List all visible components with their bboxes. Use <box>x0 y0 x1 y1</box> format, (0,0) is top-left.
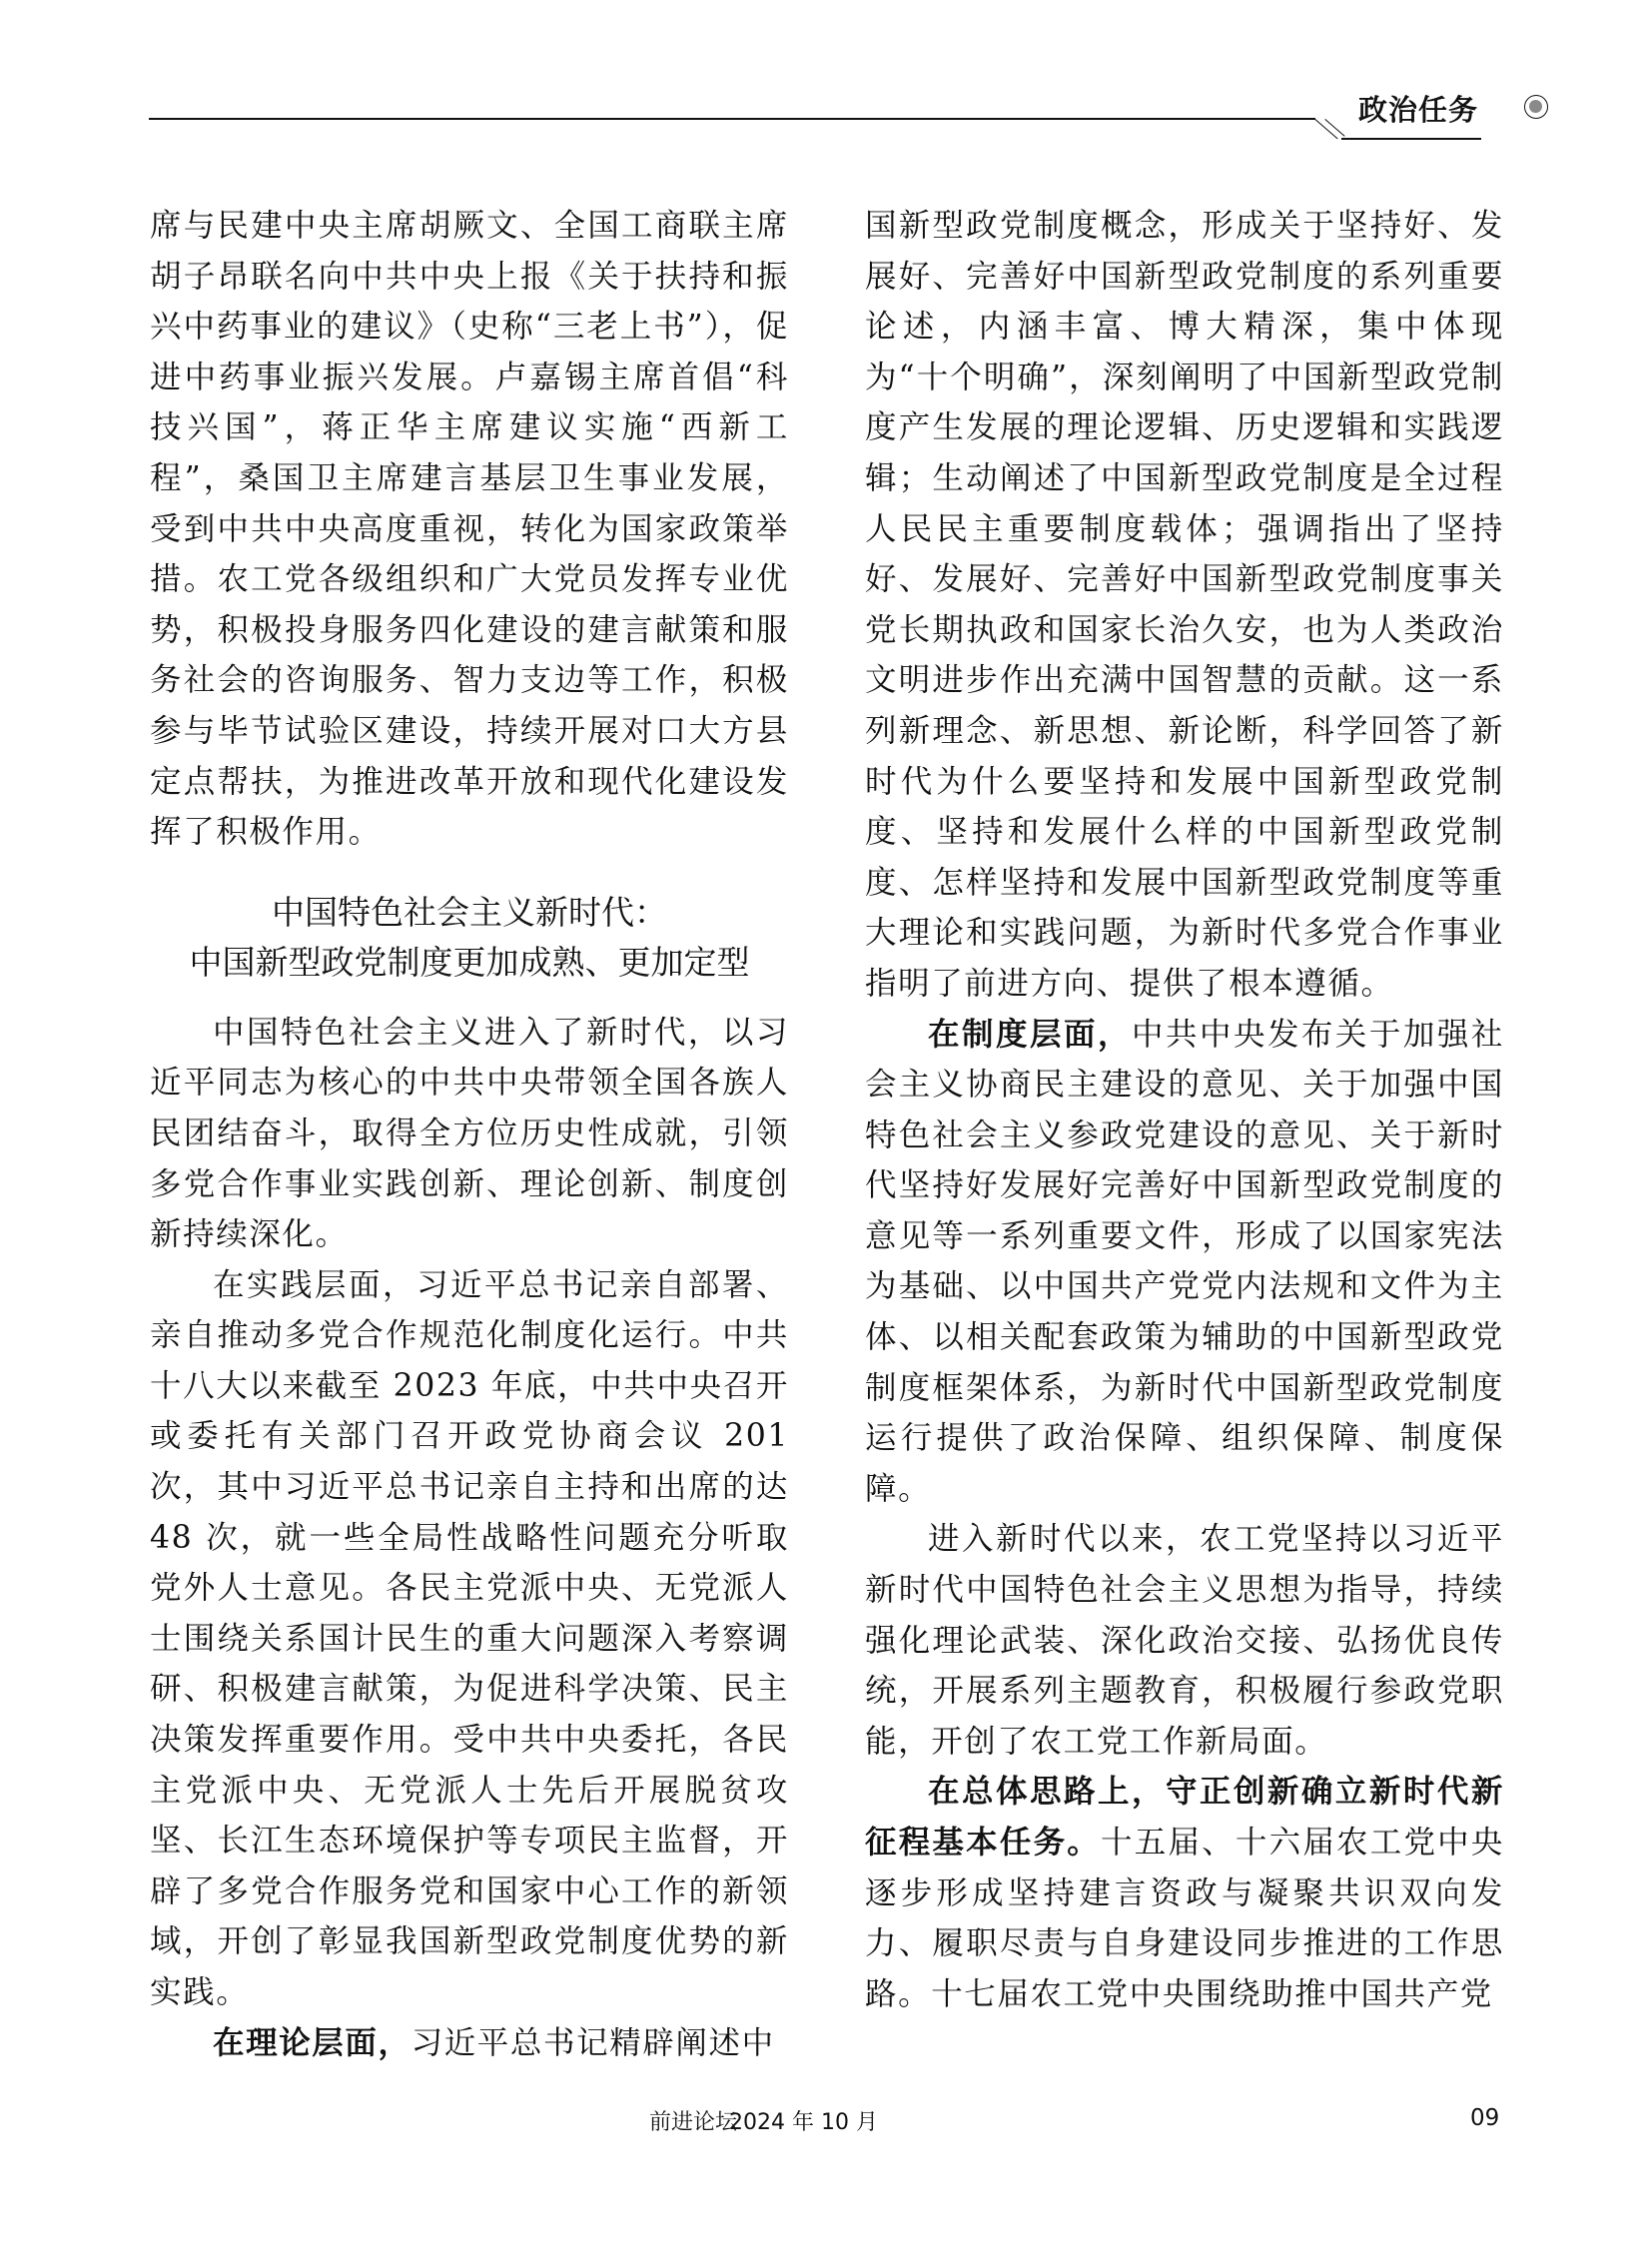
paragraph-lead: 在理论层面， <box>213 2024 412 2061</box>
header-rule-top <box>149 118 1315 120</box>
paragraph: 席与民建中央主席胡厥文、全国工商联主席胡子昂联名向中共中央上报《关于扶持和振兴中药事业的建议》（史称“三老上书”），促进中药事业振兴发展。卢嘉锡主席首倡“科技兴国”，蒋正华主席建议实施“西新工程”，桑国卫主席建言基层卫生事业发展，受到中共中央高度重视，转化为国家政策举措。农工党各级组织和广大党员发挥专业优势，积极投身服务四化建设的建言献策和服务社会的咨询服务、智力支边等工作，积极参与毕节试验区建设，持续开展对口大方县定点帮扶，为推进改革开放和现代化建设发挥了积极作用。 <box>150 208 789 851</box>
paragraph-text: 十五届、十六届农工党中央逐步形成坚持建言资政与凝聚共识双向发力、履职尽责与自身建设同步推进的工作思路。十七届农工党中央围绕助推中国共产党 <box>865 1825 1504 2012</box>
right-column <box>865 201 1504 2019</box>
subsection-heading <box>150 888 789 988</box>
circle-bullet-icon <box>1524 95 1548 119</box>
paragraph <box>865 1767 1504 2019</box>
paragraph: 中国特色社会主义进入了新时代，以习近平同志为核心的中共中央带领全国各族人民团结奋斗，取得全方位历史性成就，引领多党合作事业实践创新、理论创新、制度创新持续深化。 <box>150 1014 789 1253</box>
footer-magazine-name: 前进论坛 <box>649 2110 738 2135</box>
left-column <box>150 201 789 2068</box>
paragraph-text: 中共中央发布关于加强社会主义协商民主建设的意见、关于加强中国特色社会主义参政党建设的意见、关于新时代坚持好发展好完善好中国新型政党制度的意见等一系列重要文件，形成了以国家宪法为基础、以中国共产党党内法规和文件为主体、以相关配套政策为辅助的中国新型政党制度框架体系，为新时代中国新型政党制度运行提供了政治保障、组织保障、制度保障。 <box>865 1016 1504 1507</box>
paragraph <box>865 1010 1504 1515</box>
paragraph <box>150 2018 789 2069</box>
paragraph-lead: 在总体思路上，守正创新确立新时代新征程基本任务。 <box>865 1774 1504 1861</box>
footer-issue-date: 2024 年 10 月 <box>729 2110 878 2135</box>
heading-line: 中国新型政党制度更加成熟、更加定型 <box>189 942 750 982</box>
heading-line: 中国特色社会主义新时代： <box>272 892 667 932</box>
header-rule-diagonal <box>1324 119 1344 137</box>
paragraph-text: 习近平总书记精辟阐述中 <box>411 2024 775 2061</box>
section-title: 政治任务 <box>1358 93 1479 127</box>
paragraph: 在实践层面，习近平总书记亲自部署、亲自推动多党合作规范化制度化运行。中共十八大以来截至 2023 年底，中共中央召开或委托有关部门召开政党协商会议 201 次，其中习近平总书记亲自主持和出席的达 48 次，就一些全局性战略性问题充分听取党外人士意见。各民主党派中央、无党派人士围绕关系国计民生的重大问题深入考察调研、积极建言献策，为促进科学决策、民主决策发挥重要作用。受中共中央委托，各民主党派中央、无党派人士先后开展脱贫攻坚、长江生态环境保护等专项民主监督，开辟了多党合作服务党和国家中心工作的新领域，开创了彰显我国新型政党制度优势的新实践。 <box>150 1266 789 2010</box>
page-number: 09 <box>1470 2105 1500 2131</box>
paragraph: 国新型政党制度概念，形成关于坚持好、发展好、完善好中国新型政党制度的系列重要论述，内涵丰富、博大精深，集中体现为“十个明确”，深刻阐明了中国新型政党制度产生发展的理论逻辑、历史逻辑和实践逻辑；生动阐述了中国新型政党制度是全过程人民民主重要制度载体；强调指出了坚持好、发展好、完善好中国新型政党制度事关党长期执政和国家长治久安，也为人类政治文明进步作出充满中国智慧的贡献。这一系列新理念、新思想、新论断，科学回答了新时代为什么要坚持和发展中国新型政党制度、坚持和发展什么样的中国新型政党制度、怎样坚持和发展中国新型政党制度等重大理论和实践问题，为新时代多党合作事业指明了前进方向、提供了根本遵循。 <box>865 208 1504 1002</box>
paragraph: 进入新时代以来，农工党坚持以习近平新时代中国特色社会主义思想为指导，持续强化理论武装、深化政治交接、弘扬优良传统，开展系列主题教育，积极履行参政党职能，开创了农工党工作新局面。 <box>865 1521 1504 1760</box>
paragraph-lead: 在制度层面， <box>928 1016 1132 1053</box>
header-rule-bottom <box>1341 138 1481 140</box>
header-rule-diagonal <box>1314 119 1337 139</box>
